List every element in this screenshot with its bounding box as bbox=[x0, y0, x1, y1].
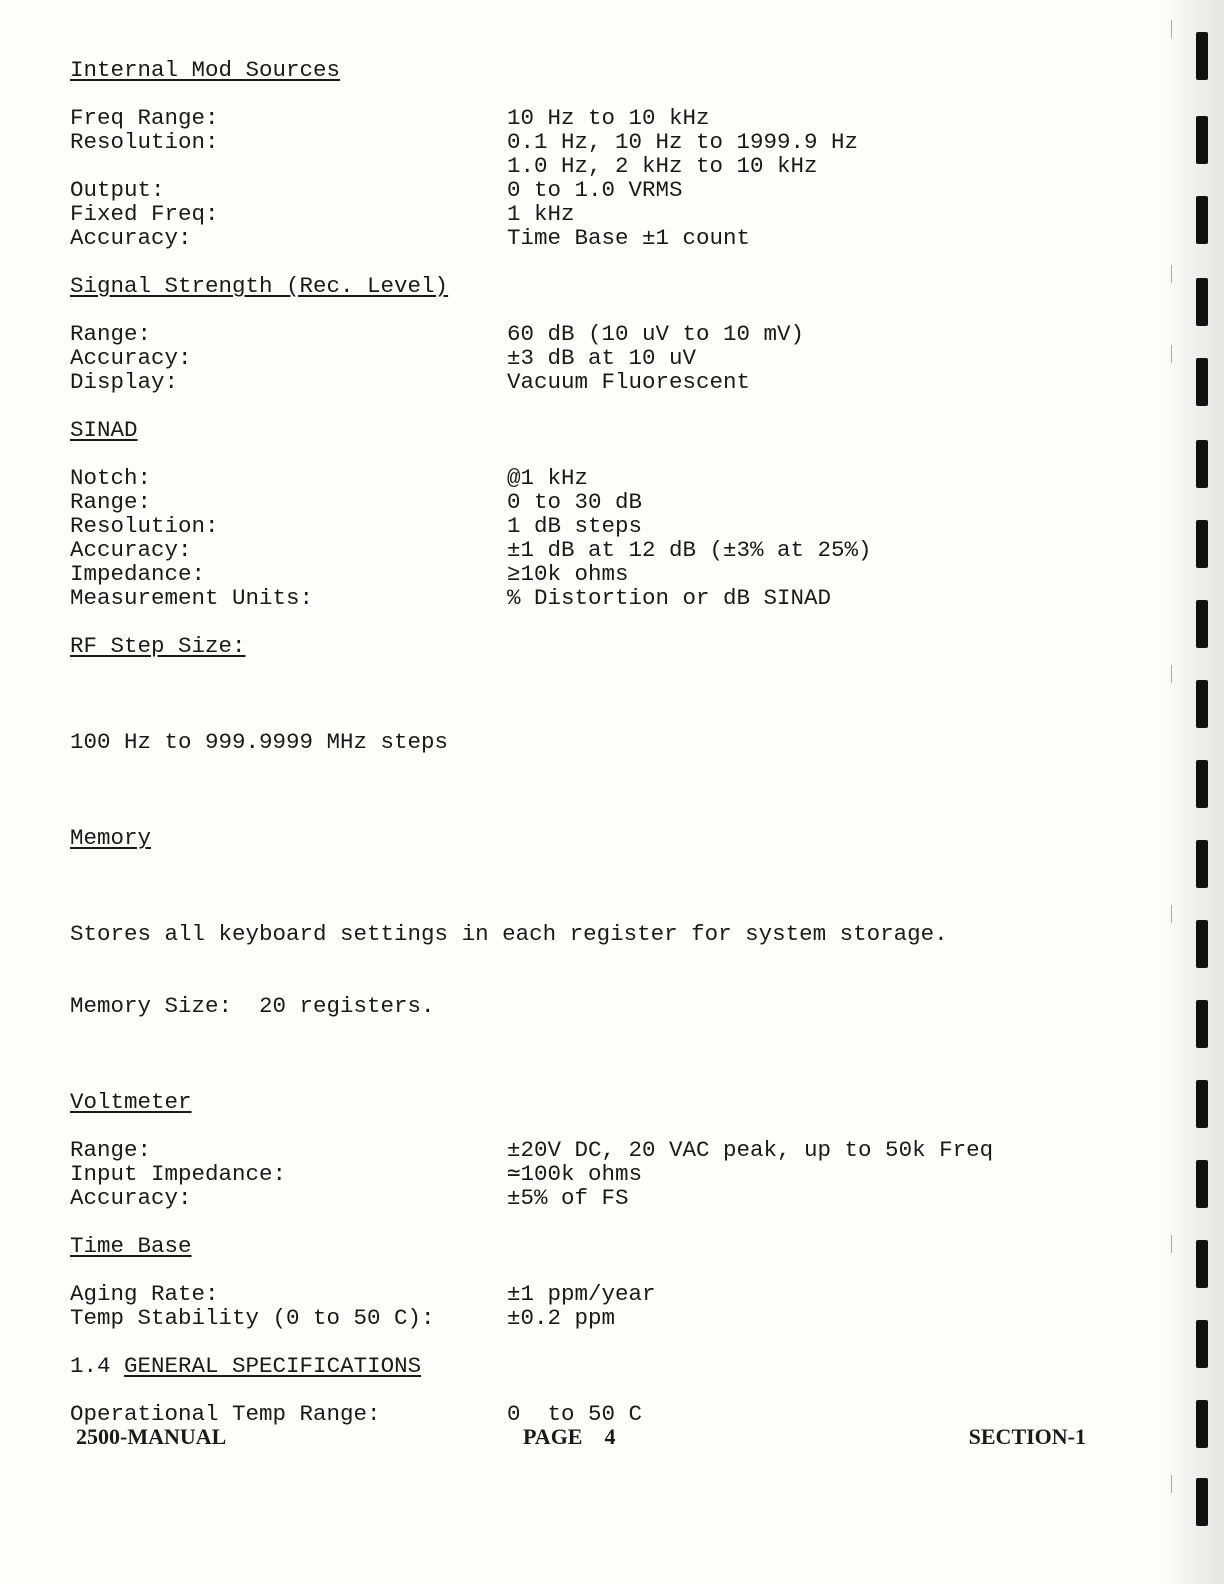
spec-row bbox=[70, 1138, 1130, 1162]
spec-content bbox=[70, 58, 1130, 1450]
spec-value: 10 Hz to 10 kHz bbox=[507, 105, 710, 131]
punch-hole bbox=[1196, 600, 1208, 648]
spec-label: Range: bbox=[70, 489, 152, 515]
spec-row bbox=[70, 514, 1130, 538]
spec-label: Display: bbox=[70, 369, 179, 395]
spec-value: 0 to 30 dB bbox=[507, 489, 643, 515]
section-id: SECTION-1 bbox=[968, 1424, 1086, 1449]
section-title: GENERAL SPECIFICATIONS bbox=[124, 1353, 422, 1379]
spec-row bbox=[70, 490, 1130, 514]
spec-label: Input Impedance: bbox=[70, 1161, 287, 1187]
spec-value: ±5% of FS bbox=[507, 1185, 629, 1211]
manual-id: 2500-MANUAL bbox=[76, 1424, 227, 1449]
binding-mark bbox=[1171, 1475, 1172, 1493]
binding-edge bbox=[1164, 0, 1224, 1584]
spec-row bbox=[70, 586, 1130, 610]
punch-hole bbox=[1196, 278, 1208, 326]
section-heading: Voltmeter bbox=[70, 1089, 192, 1115]
spec-label bbox=[70, 154, 507, 178]
spec-label: Accuracy: bbox=[70, 1185, 192, 1211]
punch-hole bbox=[1196, 520, 1208, 568]
page-label: PAGE bbox=[523, 1424, 583, 1449]
spec-value: ≥10k ohms bbox=[507, 561, 629, 587]
spec-row bbox=[70, 538, 1130, 562]
spec-rows bbox=[70, 466, 1130, 610]
spec-value: Time Base ±1 count bbox=[507, 225, 751, 251]
punch-hole bbox=[1196, 116, 1208, 164]
section-heading: Signal Strength (Rec. Level) bbox=[70, 273, 449, 299]
section-number: 1.4 bbox=[70, 1353, 111, 1379]
spec-value: 1.0 Hz, 2 kHz to 10 kHz bbox=[507, 153, 818, 179]
spec-label: Resolution: bbox=[70, 513, 219, 539]
spec-label: Aging Rate: bbox=[70, 1281, 219, 1307]
text-line: Memory Size: 20 registers. bbox=[70, 993, 435, 1019]
spec-label: Range: bbox=[70, 1137, 152, 1163]
spec-label: Resolution: bbox=[70, 129, 219, 155]
page-number: 4 bbox=[604, 1424, 616, 1449]
spec-value: @1 kHz bbox=[507, 465, 589, 491]
punch-hole bbox=[1196, 32, 1208, 80]
spec-row bbox=[70, 226, 1130, 250]
spec-row bbox=[70, 1186, 1130, 1210]
section-heading: Memory bbox=[70, 825, 152, 851]
spec-value: ±1 ppm/year bbox=[507, 1281, 656, 1307]
punch-hole bbox=[1196, 680, 1208, 728]
punch-hole bbox=[1196, 358, 1208, 406]
page-footer bbox=[76, 1424, 1086, 1452]
punch-hole bbox=[1196, 1320, 1208, 1368]
punch-hole bbox=[1196, 1240, 1208, 1288]
punch-hole bbox=[1196, 196, 1208, 244]
section-heading: SINAD bbox=[70, 417, 138, 443]
spec-row bbox=[70, 130, 1130, 154]
spec-label: Fixed Freq: bbox=[70, 201, 219, 227]
spec-value: 1 kHz bbox=[507, 201, 575, 227]
spec-row bbox=[70, 1402, 1130, 1426]
spec-label: Operational Temp Range: bbox=[70, 1401, 381, 1427]
section-heading bbox=[70, 1354, 1130, 1378]
spec-row bbox=[70, 154, 1130, 178]
spec-row bbox=[70, 562, 1130, 586]
text-line: Stores all keyboard settings in each register for system storage. bbox=[70, 921, 948, 947]
section-memory bbox=[70, 826, 1130, 1066]
spec-rows bbox=[70, 1282, 1130, 1330]
binding-mark bbox=[1171, 905, 1172, 923]
spec-value: ±1 dB at 12 dB (±3% at 25%) bbox=[507, 537, 872, 563]
spec-row bbox=[70, 1162, 1130, 1186]
punch-hole bbox=[1196, 920, 1208, 968]
section-sinad bbox=[70, 418, 1130, 610]
punch-hole bbox=[1196, 1160, 1208, 1208]
spec-value: 1 dB steps bbox=[507, 513, 643, 539]
spec-rows bbox=[70, 1402, 1130, 1426]
punch-hole bbox=[1196, 440, 1208, 488]
spec-label: Range: bbox=[70, 321, 152, 347]
spec-value: % Distortion or dB SINAD bbox=[507, 585, 832, 611]
binding-mark bbox=[1171, 20, 1172, 38]
spec-label: Notch: bbox=[70, 465, 152, 491]
spec-value: ≃100k ohms bbox=[507, 1161, 643, 1187]
spec-label: Temp Stability (0 to 50 C): bbox=[70, 1305, 435, 1331]
spec-value: 0 to 1.0 VRMS bbox=[507, 177, 683, 203]
spec-value: Vacuum Fluorescent bbox=[507, 369, 751, 395]
punch-hole bbox=[1196, 1080, 1208, 1128]
section-signal-strength bbox=[70, 274, 1130, 394]
binding-mark bbox=[1171, 345, 1172, 363]
spec-row bbox=[70, 322, 1130, 346]
punch-hole bbox=[1196, 1000, 1208, 1048]
spec-rows bbox=[70, 106, 1130, 250]
spec-value: ±3 dB at 10 uV bbox=[507, 345, 697, 371]
section-internal-mod-sources bbox=[70, 58, 1130, 250]
spec-value: ±0.2 ppm bbox=[507, 1305, 616, 1331]
punch-hole bbox=[1196, 1400, 1208, 1448]
text-line: 100 Hz to 999.9999 MHz steps bbox=[70, 729, 449, 755]
spec-label: Accuracy: bbox=[70, 345, 192, 371]
section-heading: RF Step Size: bbox=[70, 633, 246, 659]
spec-row bbox=[70, 370, 1130, 394]
section-voltmeter bbox=[70, 1090, 1130, 1210]
spec-label: Measurement Units: bbox=[70, 585, 314, 611]
binding-mark bbox=[1171, 665, 1172, 683]
section-heading: Internal Mod Sources bbox=[70, 57, 341, 83]
spec-row bbox=[70, 346, 1130, 370]
spec-value: 60 dB (10 uV to 10 mV) bbox=[507, 321, 805, 347]
spec-label: Freq Range: bbox=[70, 105, 219, 131]
spec-value: 0 to 50 C bbox=[507, 1401, 643, 1427]
binding-mark bbox=[1171, 1235, 1172, 1253]
punch-hole bbox=[1196, 1478, 1208, 1526]
spec-rows bbox=[70, 1138, 1130, 1210]
spec-row bbox=[70, 178, 1130, 202]
spec-row bbox=[70, 1306, 1130, 1330]
page-indicator bbox=[523, 1424, 615, 1450]
section-rf-step-size bbox=[70, 634, 1130, 802]
spec-rows bbox=[70, 322, 1130, 394]
spec-row bbox=[70, 466, 1130, 490]
spec-label: Output: bbox=[70, 177, 165, 203]
section-heading: Time Base bbox=[70, 1233, 192, 1259]
spec-row bbox=[70, 1282, 1130, 1306]
spec-label: Accuracy: bbox=[70, 225, 192, 251]
spec-row bbox=[70, 202, 1130, 226]
spec-row bbox=[70, 106, 1130, 130]
punch-hole bbox=[1196, 840, 1208, 888]
binding-mark bbox=[1171, 265, 1172, 283]
spec-label: Accuracy: bbox=[70, 537, 192, 563]
spec-value: ±20V DC, 20 VAC peak, up to 50k Freq bbox=[507, 1137, 994, 1163]
section-text bbox=[70, 874, 1130, 1066]
section-text bbox=[70, 682, 1130, 802]
spec-label: Impedance: bbox=[70, 561, 206, 587]
section-time-base bbox=[70, 1234, 1130, 1330]
punch-hole bbox=[1196, 760, 1208, 808]
section-general-specifications bbox=[70, 1354, 1130, 1426]
spec-value: 0.1 Hz, 10 Hz to 1999.9 Hz bbox=[507, 129, 859, 155]
